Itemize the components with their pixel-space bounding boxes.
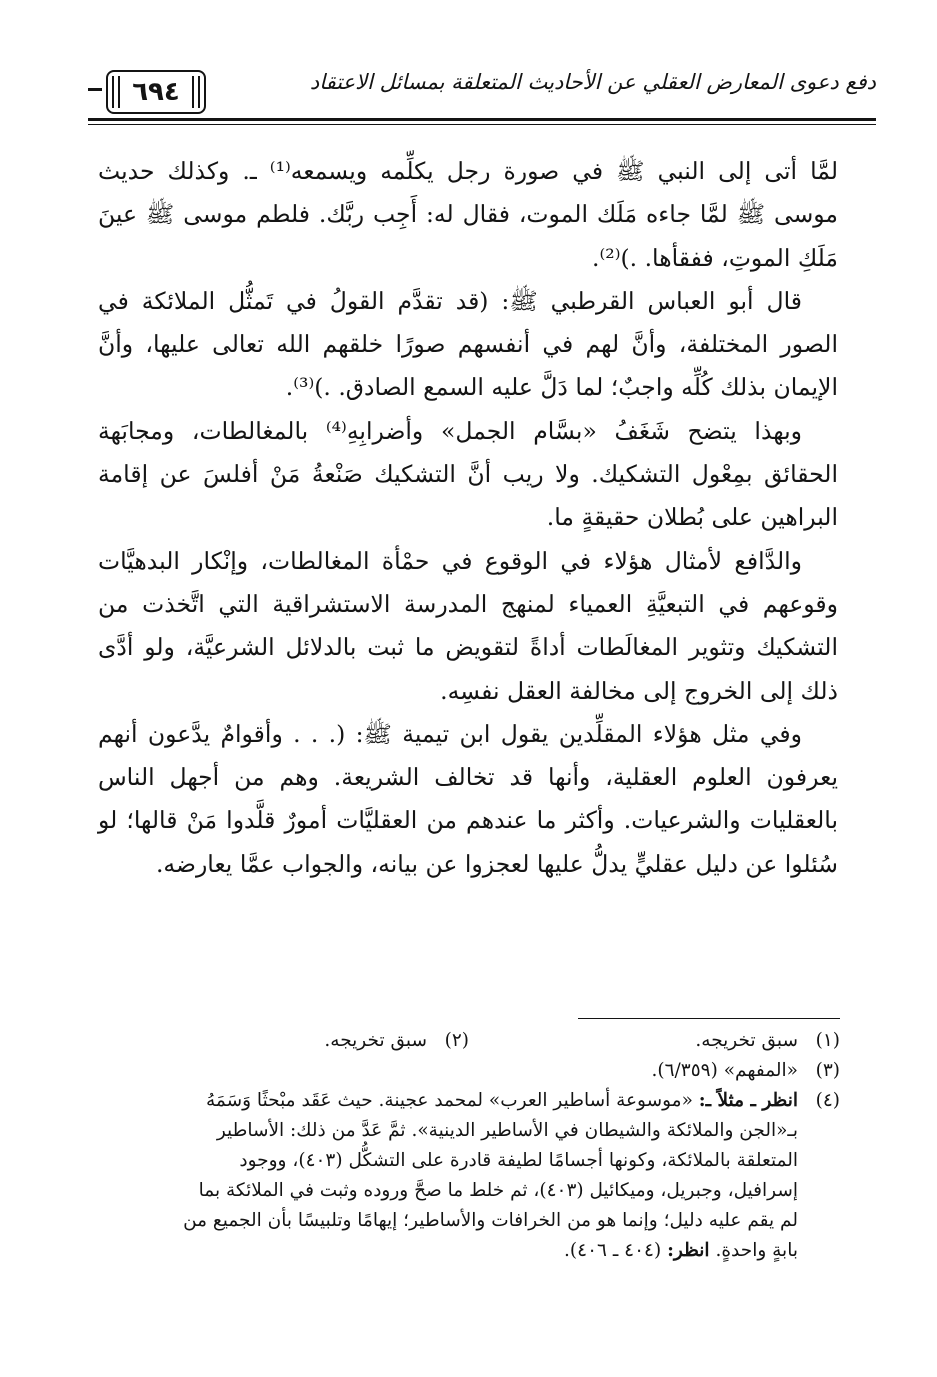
footnote-line xyxy=(98,1086,798,1116)
footnote-2 xyxy=(98,1026,469,1056)
footnote-text: سبق تخريجه. xyxy=(695,1030,798,1051)
footnote-text: سبق تخريجه. xyxy=(324,1030,427,1051)
main-text xyxy=(98,150,838,886)
footnote-text: «المفهم» (٦/٣٥٩). xyxy=(651,1060,798,1081)
footnotes xyxy=(98,1026,840,1266)
footnote-separator xyxy=(578,1018,840,1019)
footnote-number: (٢) xyxy=(444,1030,469,1051)
page-header xyxy=(88,60,876,130)
header-rule xyxy=(88,118,876,121)
footnote-lead: انظر ـ مثلاً ـ: xyxy=(698,1090,798,1111)
footnote-line xyxy=(98,1236,798,1266)
page-number: ٦٩٤ xyxy=(106,70,206,114)
footnote-text xyxy=(98,1086,798,1266)
paragraph: وفي مثل هؤلاء المقلِّدين يقول ابن تيمية ﷺ: (. . . وأقوامٌ يدَّعون أنهم يعرفون العلوم العقلية، وأنها قد تخالف الشريعة. وهم من أجهل الناس بالعقليات والشرعيات. وأكثر ما عندهم من العقليَّات أمورٌ قلَّدوا مَنْ قالها؛ لو سُئلوا عن دليل عقليٍّ يدلُّ عليها لعجزوا عن بيانه، والجواب عمَّا يعارضه. xyxy=(98,719,838,878)
header-dash xyxy=(88,88,102,91)
footnote-see: انظر: xyxy=(667,1240,710,1261)
footnote-1 xyxy=(469,1026,840,1056)
footnote-line: إسرافيل، وجبريل، وميكائيل (٤٠٣)، ثم خلط ما صحَّ وروده وثبت في الملائكة بما xyxy=(198,1180,798,1201)
footnote-line-text: بابةٍ واحدةٍ. xyxy=(715,1240,798,1261)
footnote-line: لم يقم عليه دليل؛ وإنما هو من الخرافات والأساطير؛ إيهامًا وتلبيسًا بأن الجميع من xyxy=(183,1210,798,1231)
footnote-line-text: «موسوعة أساطير العرب» لمحمد عجينة. حيث عَقَد مبْحثًا وَسَمَهُ xyxy=(206,1090,693,1111)
footnote-pages: (٤٠٤ ـ ٤٠٦). xyxy=(564,1240,662,1261)
footnote-line: بـ«الجن والملائكة والشيطان في الأساطير الدينية». ثمَّ عَدَّ من ذلك: الأساطير xyxy=(216,1120,798,1141)
header-rule-thin xyxy=(88,124,876,125)
running-title: دفع دعوى المعارض العقلي عن الأحاديث المتعلقة بمسائل الاعتقاد xyxy=(309,70,876,94)
footnote-3 xyxy=(98,1056,840,1086)
paragraph: لمَّا أتى إلى النبي ﷺ في صورة رجل يكلِّمه ويسمعه⁽¹⁾ ـ. وكذلك حديث موسى ﷺ لمَّا جاءه مَلَك الموت، فقال له: أَجِب ربَّك. فلطم موسى ﷺ عينَ مَلَكِ الموتِ، ففقأها. .)⁽²⁾. xyxy=(98,157,839,272)
paragraph: والدَّافع لأمثال هؤلاء في الوقوع في حمْأة المغالطات، وإنْكار البدهيَّات وقوعهم في التبعيَّةِ العمياء لمنهج المدرسة الاستشراقية التي اتَّخذت من التشكيك وتثوير المغالَطات أداةً لتقويض ما ثبت بالدلائل الشرعيَّة، ولو أدَّى ذلك إلى الخروج إلى مخالفة العقل نفسِه. xyxy=(98,546,838,705)
footnote-number: (٤) xyxy=(815,1090,840,1111)
footnote-row xyxy=(98,1026,840,1056)
footnote-number: (١) xyxy=(815,1030,840,1051)
paragraph: قال أبو العباس القرطبي ﷺ: (قد تقدَّم القولُ في تَمثُّل الملائكة في الصور المختلفة، وأنَّ لهم في أنفسهم صورًا خلقهم الله تعالى عليها، وأنَّ الإيمان بذلك كُلِّه واجبٌ؛ لما دَلَّ عليه السمع الصادق. .)⁽³⁾. xyxy=(98,286,838,402)
footnote-number: (٣) xyxy=(815,1060,840,1081)
footnote-4 xyxy=(98,1086,840,1266)
footnote-line: المتعلقة بالملائكة، وكونها أجسامًا لطيفة قادرة على التشكُّل (٤٠٣)، ووجود xyxy=(239,1150,798,1171)
paragraph: وبهذا يتضح شَغَفُ «بسَّام الجمل» وأضرابِهِ⁽⁴⁾ بالمغالطات، ومجابَهة الحقائق بمِعْول التشكيك. ولا ريب أنَّ التشكيك صَنْعةُ مَنْ أفلسَ عن إقامة البراهين على بُطلان حقيقةٍ ما. xyxy=(98,416,838,532)
